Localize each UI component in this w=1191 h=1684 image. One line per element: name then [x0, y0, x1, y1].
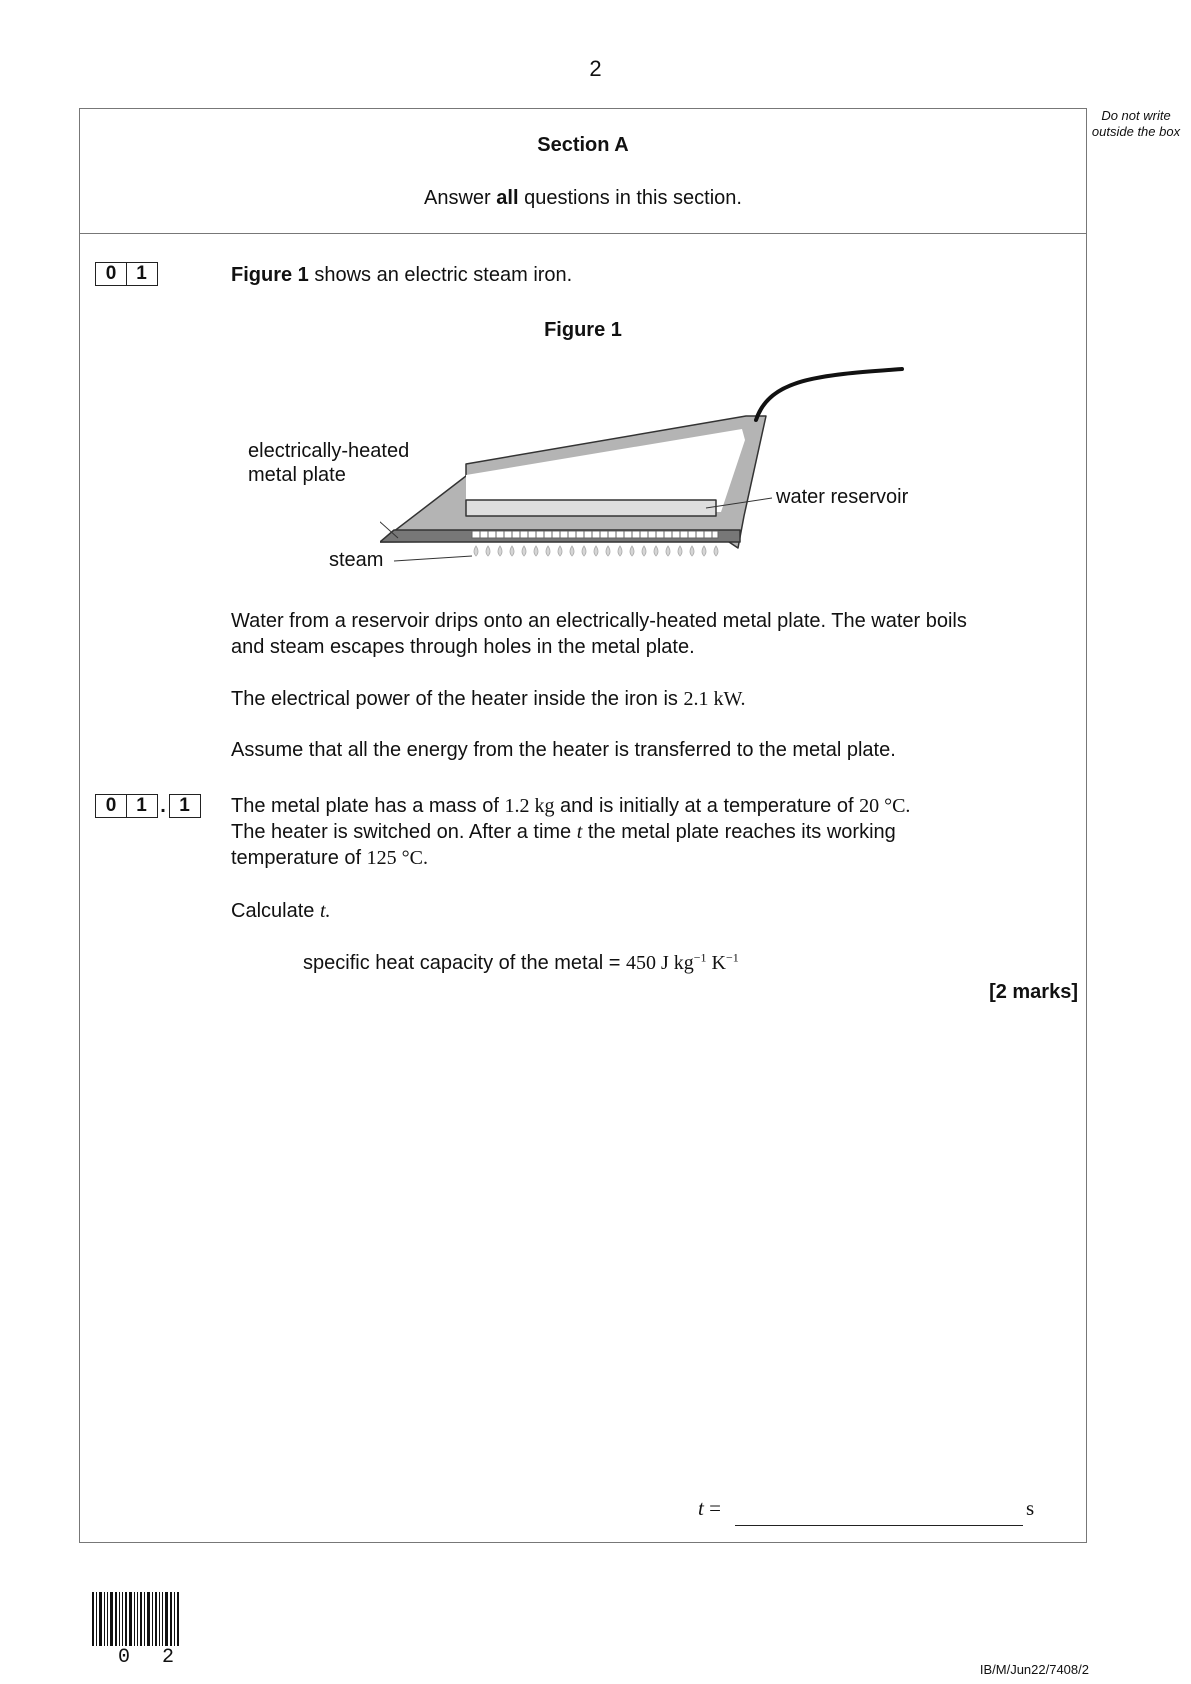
shc-unit: K — [706, 952, 726, 974]
label-plate — [248, 439, 409, 487]
text-run: Calculate — [231, 900, 320, 922]
intro-rest: shows an electric steam iron. — [308, 264, 573, 286]
paragraph-line: Water from a reservoir drips onto an electrically-heated metal plate. The water boils — [231, 610, 967, 632]
subquestion-number-digit: 1 — [126, 794, 158, 818]
instruction-post: questions in this section. — [518, 187, 742, 209]
subquestion-number-01-1 — [95, 794, 201, 818]
text-run: and is initially at a temperature of — [554, 795, 860, 817]
answer-equals: = — [703, 1496, 721, 1520]
paragraph-water-boils — [231, 608, 967, 660]
question-number-digit: 1 — [126, 262, 158, 286]
text-run: specific heat capacity of the metal = — [303, 952, 626, 974]
footer-code: IB/M/Jun22/7408/2 — [979, 1662, 1089, 1677]
power-value: 2.1 kW. — [683, 688, 746, 710]
steam-iron-figure — [380, 360, 940, 580]
subquestion-dot: . — [160, 795, 166, 817]
subquestion-number-digit: 0 — [95, 794, 127, 818]
question-number-01 — [95, 262, 158, 286]
margin-note: Do not write outside the box — [1091, 108, 1181, 139]
label-plate-line2: metal plate — [248, 464, 346, 486]
barcode — [92, 1592, 202, 1646]
time-variable: t — [576, 821, 583, 843]
text-run: The heater is switched on. After a time — [231, 821, 577, 843]
answer-input-line[interactable] — [735, 1525, 1023, 1526]
mass-value: 1.2 kg — [504, 795, 555, 817]
subquestion-number-digit: 1 — [169, 794, 201, 818]
power-text: The electrical power of the heater inside the iron is — [231, 688, 684, 710]
question-number-digit: 0 — [95, 262, 127, 286]
barcode-digits: 0 2 — [118, 1646, 185, 1669]
water-reservoir — [466, 500, 716, 516]
text-run: temperature of — [231, 847, 367, 869]
specific-heat-capacity — [303, 950, 739, 976]
question-intro — [231, 262, 572, 288]
label-plate-line1: electrically-heated — [248, 440, 410, 462]
subquestion-line-1 — [231, 793, 910, 819]
working-temperature-value: 125 °C. — [366, 847, 428, 869]
steam-droplets — [474, 546, 718, 556]
answer-variable: t — [698, 1496, 704, 1520]
shc-exponent: −1 — [693, 950, 707, 965]
section-title: Section A — [537, 134, 629, 156]
answer-unit: s — [1026, 1496, 1035, 1520]
time-variable: t. — [319, 900, 331, 922]
calculate-instruction — [231, 898, 331, 924]
steam-leader-line — [394, 556, 472, 561]
shc-exponent: −1 — [725, 950, 739, 965]
page-number: 2 — [589, 56, 602, 81]
paragraph-power — [231, 686, 746, 712]
text-run: the metal plate reaches its working — [582, 821, 896, 843]
power-cable — [756, 369, 902, 420]
subquestion-text — [231, 793, 910, 871]
subquestion-line-3 — [231, 845, 910, 871]
text-run: The metal plate has a mass of — [231, 795, 505, 817]
figure-title: Figure 1 — [544, 319, 622, 341]
instruction-bold: all — [496, 187, 519, 209]
answer-label — [698, 1495, 721, 1521]
paragraph-assumption: Assume that all the energy from the heater is transferred to the metal plate. — [231, 739, 896, 761]
label-steam: steam — [329, 549, 384, 571]
label-water-reservoir: water reservoir — [776, 486, 909, 508]
instruction-pre: Answer — [424, 187, 497, 209]
intro-figure-ref: Figure 1 — [231, 264, 309, 286]
initial-temperature-value: 20 °C. — [859, 795, 911, 817]
subquestion-line-2 — [231, 819, 910, 845]
shc-value: 450 J kg — [625, 952, 694, 974]
section-instruction — [79, 187, 1087, 210]
section-divider — [79, 233, 1087, 234]
marks-label: [2 marks] — [989, 981, 1078, 1003]
paragraph-line: and steam escapes through holes in the metal plate. — [231, 636, 695, 658]
